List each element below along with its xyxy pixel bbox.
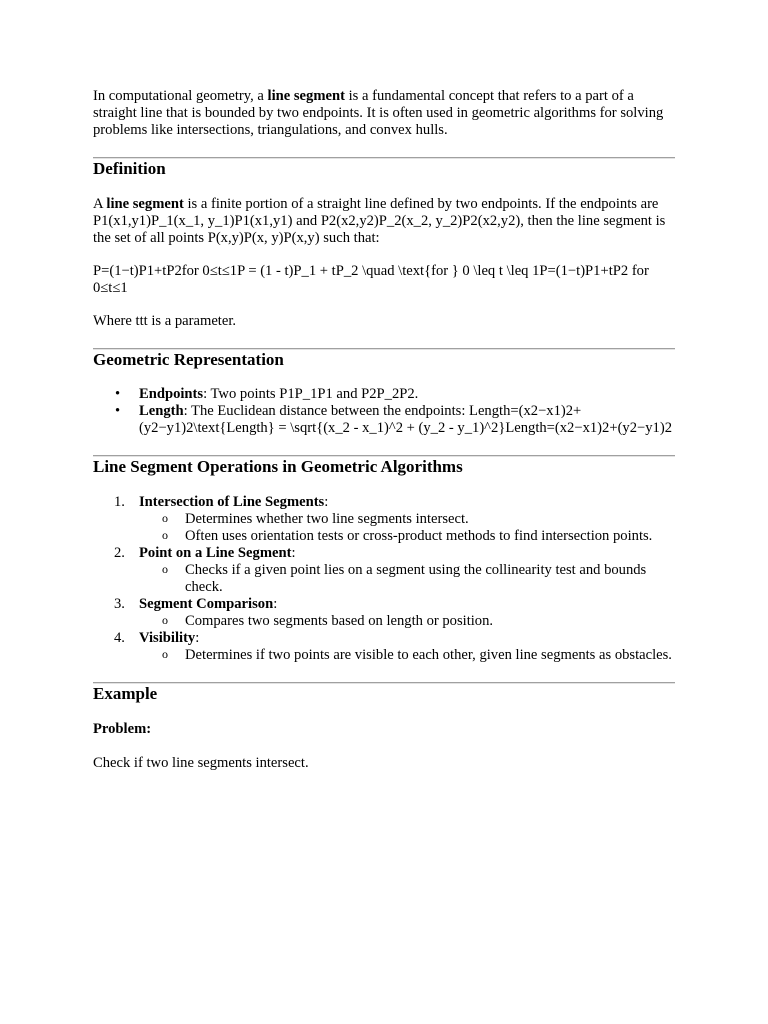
geometric-list [93,386,675,437]
bullet-icon: • [115,403,121,419]
list-item [115,386,675,403]
circle-bullet-icon: o [162,511,168,525]
document-page [93,88,675,772]
definition-text-before: A [93,196,107,212]
list-item-suffix: : [195,630,200,646]
circle-bullet-icon: o [162,528,168,542]
list-number: 3. [114,596,125,612]
operations-list [93,494,675,664]
list-number: 1. [114,494,125,510]
intro-text-after: is a fundamental concept that refers to a part of a straight line that is bounded by two endpoints. It is often used in geometric algorithms for solving problems like intersections, triangulations, and convex hulls. [93,88,664,138]
bullet-icon: • [115,386,121,402]
circle-bullet-icon: o [162,613,168,627]
intro-term: line segment [267,88,345,104]
list-item-label: Endpoints [139,386,204,402]
list-number: 4. [114,630,125,646]
list-item-suffix: : [273,596,278,612]
problem-label: Problem: [93,721,152,737]
circle-bullet-icon: o [162,562,168,576]
list-item-label: Length [139,403,184,419]
list-item [114,596,675,630]
definition-where: Where ttt is a parameter. [93,313,237,329]
list-item [115,403,675,437]
definition-paragraph [93,196,675,247]
sub-list-item [162,528,675,545]
sub-list [139,511,675,545]
definition-formula: P=(1−t)P1+tP2for 0≤t≤1P = (1 - t)P_1 + tP_2 \quad \text{for } 0 \leq t \leq 1P=(1−t)P1+tP2 for 0≤t≤1 [93,263,649,296]
sub-list [139,647,675,664]
sub-list-item [162,511,675,528]
list-item-text: : The Euclidean distance between the endpoints: Length=(x2−x1)2+(y2−y1)2\text{Length} = \sqrt{(x_2 - x_1)^2 + (y_2 - y_1)^2}Length=(x2−x1)2+(y2−y1)2 [139,403,672,436]
problem-text: Check if two line segments intersect. [93,755,309,771]
intro-text-before: In computational geometry, a [93,88,268,104]
sub-list-item [162,613,675,630]
list-item-text: : Two points P1P_1P1 and P2P_2P2. [203,386,419,402]
definition-heading: Definition [93,159,166,178]
intro-paragraph [93,88,675,139]
sub-list-text: Compares two segments based on length or position. [185,613,494,629]
list-number: 2. [114,545,125,561]
sub-list-text: Determines if two points are visible to each other, given line segments as obstacles. [185,647,672,663]
sub-list [139,562,675,596]
sub-list-text: Determines whether two line segments intersect. [185,511,469,527]
list-item-label: Intersection of Line Segments [139,494,325,510]
sub-list [139,613,675,630]
example-heading: Example [93,684,158,703]
sub-list-text: Often uses orientation tests or cross-product methods to find intersection points. [185,528,653,544]
list-item-label: Visibility [139,630,196,646]
list-item [114,630,675,664]
list-item-suffix: : [291,545,296,561]
list-item [114,494,675,545]
sub-list-item [162,647,675,664]
definition-text-after: is a finite portion of a straight line defined by two endpoints. If the endpoints are P1(x1,y1)P_1(x_1, y_1)P1(x1,y1) and P2(x2,y2)P_2(x_2, y_2)P2(x2,y2), then the line segment is the set of all points P(x,y)P(x, y)P(x,y) such that: [93,196,666,246]
sub-list-text: Checks if a given point lies on a segment using the collinearity test and bounds check. [185,562,647,595]
geometric-heading: Geometric Representation [93,350,284,369]
sub-list-item [162,562,675,596]
list-item-label: Segment Comparison [139,596,274,612]
circle-bullet-icon: o [162,647,168,661]
operations-heading: Line Segment Operations in Geometric Algorithms [93,457,463,476]
list-item-suffix: : [324,494,329,510]
list-item-label: Point on a Line Segment [139,545,292,561]
list-item [114,545,675,596]
definition-term: line segment [106,196,184,212]
